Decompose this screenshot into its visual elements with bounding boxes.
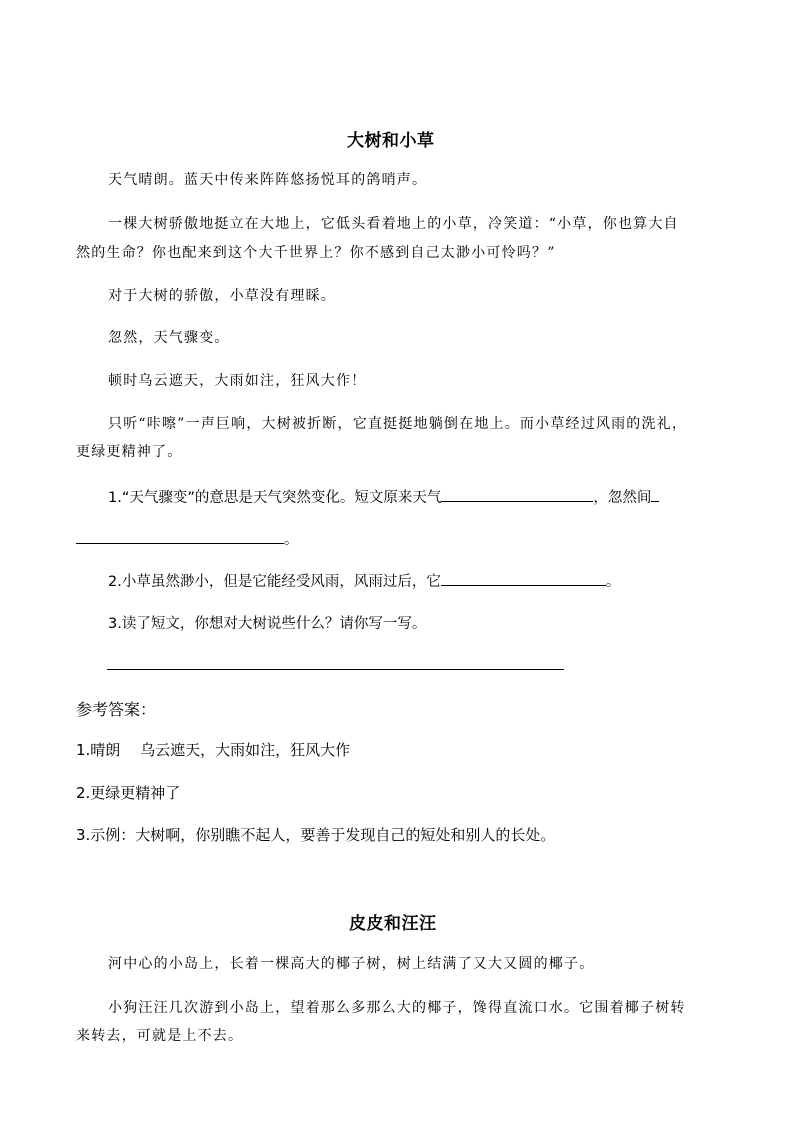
answers-heading: 参考答案：: [76, 700, 157, 719]
story1-paragraph-6-line-1: 只听“咔嚓”一声巨响，大树被折断，它直挺挺地躺倒在地上。而小草经过风雨的洗礼，: [108, 416, 688, 432]
story1-paragraph-6-line-2: 更绿更精神了。: [76, 444, 183, 460]
question-2: [108, 569, 620, 591]
story1-paragraph-1: 天气晴朗。蓝天中传来阵阵悠扬悦耳的鸽哨声。: [108, 172, 428, 188]
question-1-text: 1.“天气骤变”的意思是天气突然变化。短文原来天气: [108, 490, 442, 506]
story2-paragraph-2-line-1: 小狗汪汪几次游到小岛上，望着那么多那么大的椰子，馋得直流口水。它围着椰子树转: [108, 1000, 686, 1016]
answer-2: 2.更绿更精神了: [76, 784, 181, 802]
story2-paragraph-2-line-2: 来转去，可就是上不去。: [76, 1028, 244, 1044]
question-1-line-2: [76, 527, 299, 549]
question-3-answer-line[interactable]: [107, 669, 564, 670]
story2-paragraph-1: 河中心的小岛上，长着一棵高大的椰子树，树上结满了又大又圆的椰子。: [108, 956, 595, 972]
story1-title: 大树和小草: [347, 131, 435, 151]
story1-paragraph-5: 顿时乌云遮天，大雨如注，狂风大作！: [108, 373, 367, 389]
story1-paragraph-3: 对于大树的骄傲，小草没有理睬。: [108, 288, 336, 304]
answer-1: 1.晴朗 乌云遮天，大雨如注，狂风大作: [76, 741, 351, 759]
story1-paragraph-2-line-1: 一棵大树骄傲地挺立在大地上，它低头看着地上的小草，冷笑道：“小草，你也算大自: [108, 216, 679, 232]
story1-paragraph-4: 忽然，天气骤变。: [108, 330, 230, 346]
question-1-blank-1[interactable]: [441, 485, 593, 502]
story1-paragraph-2-line-2: 然的生命？你也配来到这个大千世界上？你不感到自己太渺小可怜吗？”: [76, 245, 556, 261]
question-2-text: 2.小草虽然渺小，但是它能经受风雨，风雨过后，它: [108, 574, 441, 590]
question-1-blank-2[interactable]: [76, 527, 284, 544]
question-1-end: 。: [284, 532, 299, 548]
question-2-blank[interactable]: [441, 569, 606, 586]
story2-title: 皮皮和汪汪: [349, 914, 437, 934]
question-1-text-2: ，忽然间: [593, 490, 652, 506]
question-1-line-1: [108, 485, 659, 507]
answer-3: 3.示例：大树啊，你别瞧不起人，要善于发现自己的短处和别人的长处。: [76, 826, 556, 844]
question-1-blank-2-start[interactable]: [651, 485, 659, 502]
question-2-end: 。: [605, 574, 621, 590]
question-3: 3.读了短文，你想对大树说些什么？请你写一写。: [108, 616, 427, 632]
